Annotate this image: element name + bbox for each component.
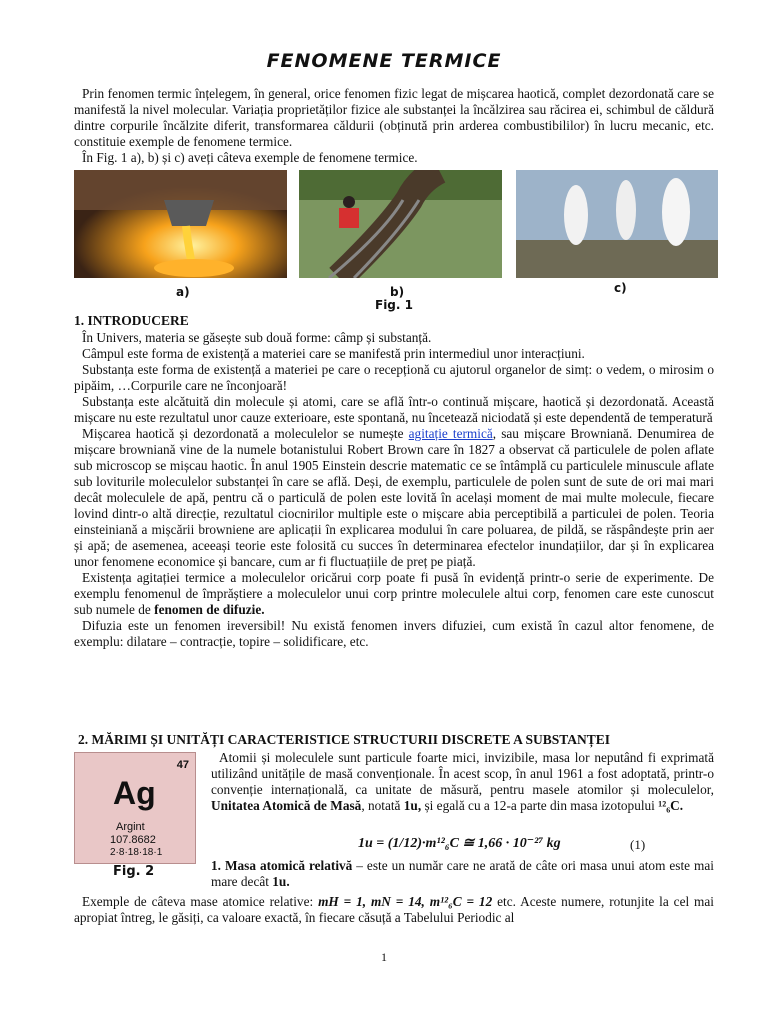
buckled-rails-image (299, 170, 502, 278)
molten-metal-image (74, 170, 287, 278)
page-title: FENOMENE TERMICE (266, 50, 502, 72)
text-span: Existența agitației termice a moleculelor oricărui corp poate fi pusă în evidență printr-o serie de experimente. De exemplu fenomenul de împrăștiere a moleculelor unui corp printre moleculele altui corp, fenomen care este cunoscut sub numele de (74, 570, 714, 617)
bold-term: Unitatea Atomică de Masă (211, 798, 362, 813)
fig1-caption-a: a) (176, 285, 190, 299)
element-symbol: Ag (113, 775, 156, 811)
section-1-heading: 1. INTRODUCERE (74, 313, 189, 328)
intro-figure-reference: În Fig. 1 a), b) și c) aveți câteva exemple de fenomene termice. (82, 150, 418, 165)
fig1-label: Fig. 1 (375, 298, 413, 312)
text-span: , notată (361, 798, 401, 813)
electron-config: 2·8·18·18·1 (110, 847, 163, 858)
paragraph (211, 858, 714, 890)
amu-formula: 1u = (1/12)·m¹²₆C ≅ 1,66 · 10⁻²⁷ kg (358, 836, 561, 851)
isotope-symbol: ¹²₆C. (658, 798, 684, 813)
atomic-mass: 107.8682 (110, 834, 156, 846)
paragraph (74, 426, 714, 570)
text-span: etc. Aceste numere, rotunjite la cel mai apropiat întreg, le găsiți, ca valoare exactă, în fiecare căsuță a Tabelului Periodic al (74, 894, 714, 925)
text-span: , sau mișcare Browniană. Denumirea de mișcare browniană vine de la numele botanistului Robert Brown care în 1827 a observat că particulele de polen aflate sub microscop se mișcau haotic. În anul 1905 Einstein descrie matematic ce se întâmplă cu particulele minuscule aflate sub loviturile moleculelor substanței în care se află. Deși, de exemplu, particulele de polen sunt de sute de ori mai mari decât moleculele de apă, pentru că o particulă de polen este lovită în același moment de mai multe molecule, fiecare lovind dintr-o altă direcție, rezultatul ciocnirilor multiple este o mișcare abia perceptibilă a particulei de polen. Teoria einsteiniană a mișcării browniene are aplicații în explicarea modului în care poluarea, de pildă, se răspândește prin aer și apă; de asemenea, aceeași teorie este folosită cu succes în determinarea efectelor inundațiilor, dar și în explicarea unor fenomene economice și bancare, cum ar fi fluctuațiile de preț pe piață. (74, 426, 714, 569)
section-1-body (74, 330, 714, 650)
photo-buckled-rails (299, 170, 502, 278)
equation-number: (1) (630, 837, 646, 852)
mass-examples: mH = 1, mN = 14, m¹²₆C = 12 (318, 894, 493, 909)
text-span: Mișcarea haotică și dezordonată a moleculelor se numește (82, 426, 404, 441)
text-span: Atomii și moleculele sunt particule foarte mici, invizibile, masa lor neputând fi exprimată utilizând unitățile de masă convenționale. În acest scop, în anul 1961 a fost adoptată, printr-o convenție internațională, ca unitate de măsură, pentru masele atomilor și moleculelor, (211, 750, 714, 797)
paragraph (211, 750, 714, 814)
paragraph: Câmpul este forma de existență a materiei care se manifestă prin intermediul unor interacțiuni. (82, 346, 585, 361)
paragraph: Substanța este forma de existență a materiei pe care o recepționă cu ajutorul organelor de simț: o vedem, o mirosim o pipăim, …Corpurile care ne înconjoară! (74, 362, 714, 393)
atomic-number: 47 (176, 759, 189, 771)
paragraph: În Univers, materia se găsește sub două forme: câmp și substanță. (82, 330, 432, 345)
paragraph: Difuzia este un fenomen ireversibil! Nu există fenomen invers difuziei, cum există în cazul altor fenomene, de exemplu: dilatare – contracție, topire – solidificare, etc. (74, 618, 714, 649)
paragraph: Substanța este alcătuită din molecule și atomi, care se află într-o continuă mișcare, haotică și dezordonată. Această mișcare nu este rezultatul unor cauze exterioare, este spontană, nu încetează niciodată și este dependentă de temperatură (74, 394, 714, 425)
section-2-intro (211, 750, 714, 814)
paragraph (74, 570, 714, 618)
element-name: Argint (116, 821, 145, 833)
text-span: – este un număr care ne arată de câte ori masa unui atom este mai mare decât (211, 858, 714, 889)
bold-term: 1. Masa atomică relativă (211, 858, 353, 873)
intro-section (74, 86, 714, 166)
fig1-caption-b: b) (390, 285, 405, 299)
page-number: 1 (381, 950, 387, 964)
photo-molten-metal (74, 170, 287, 278)
fig1-caption-c: c) (614, 281, 627, 295)
relative-mass-examples (74, 894, 714, 926)
photo-geysers (516, 170, 718, 278)
agitatie-termica-link[interactable]: agitație termică (408, 426, 493, 441)
periodic-element-card (74, 752, 196, 864)
unit-symbol: 1u, (403, 798, 422, 813)
fig2-label: Fig. 2 (113, 864, 155, 879)
geysers-image (516, 170, 718, 278)
relative-mass-definition (211, 858, 714, 890)
intro-paragraph: Prin fenomen termic înțelegem, în general, orice fenomen fizic legat de mișcarea haotică, complet dezordonată care se manifestă la nivel molecular. Variația proprietăților fizice ale substanței la încălzirea sau răcirea ei, schimbul de căldură dintre corpurile încălzite diferit, transformarea căldurii (obținută prin arderea combustibililor) în lucru mecanic, etc. constituie exemple de fenomene termice. (74, 86, 714, 149)
text-span: Exemple de câteva mase atomice relative: (82, 894, 314, 909)
text-span: și egală cu a 12-a parte din masa izotopului (421, 798, 655, 813)
paragraph (74, 894, 714, 926)
bold-term: fenomen de difuzie. (154, 602, 265, 617)
section-2-heading: 2. MĂRIMI ȘI UNITĂȚI CARACTERISTICE STRUCTURII DISCRETE A SUBSTANȚEI (78, 732, 611, 747)
unit-symbol: 1u. (272, 874, 290, 889)
